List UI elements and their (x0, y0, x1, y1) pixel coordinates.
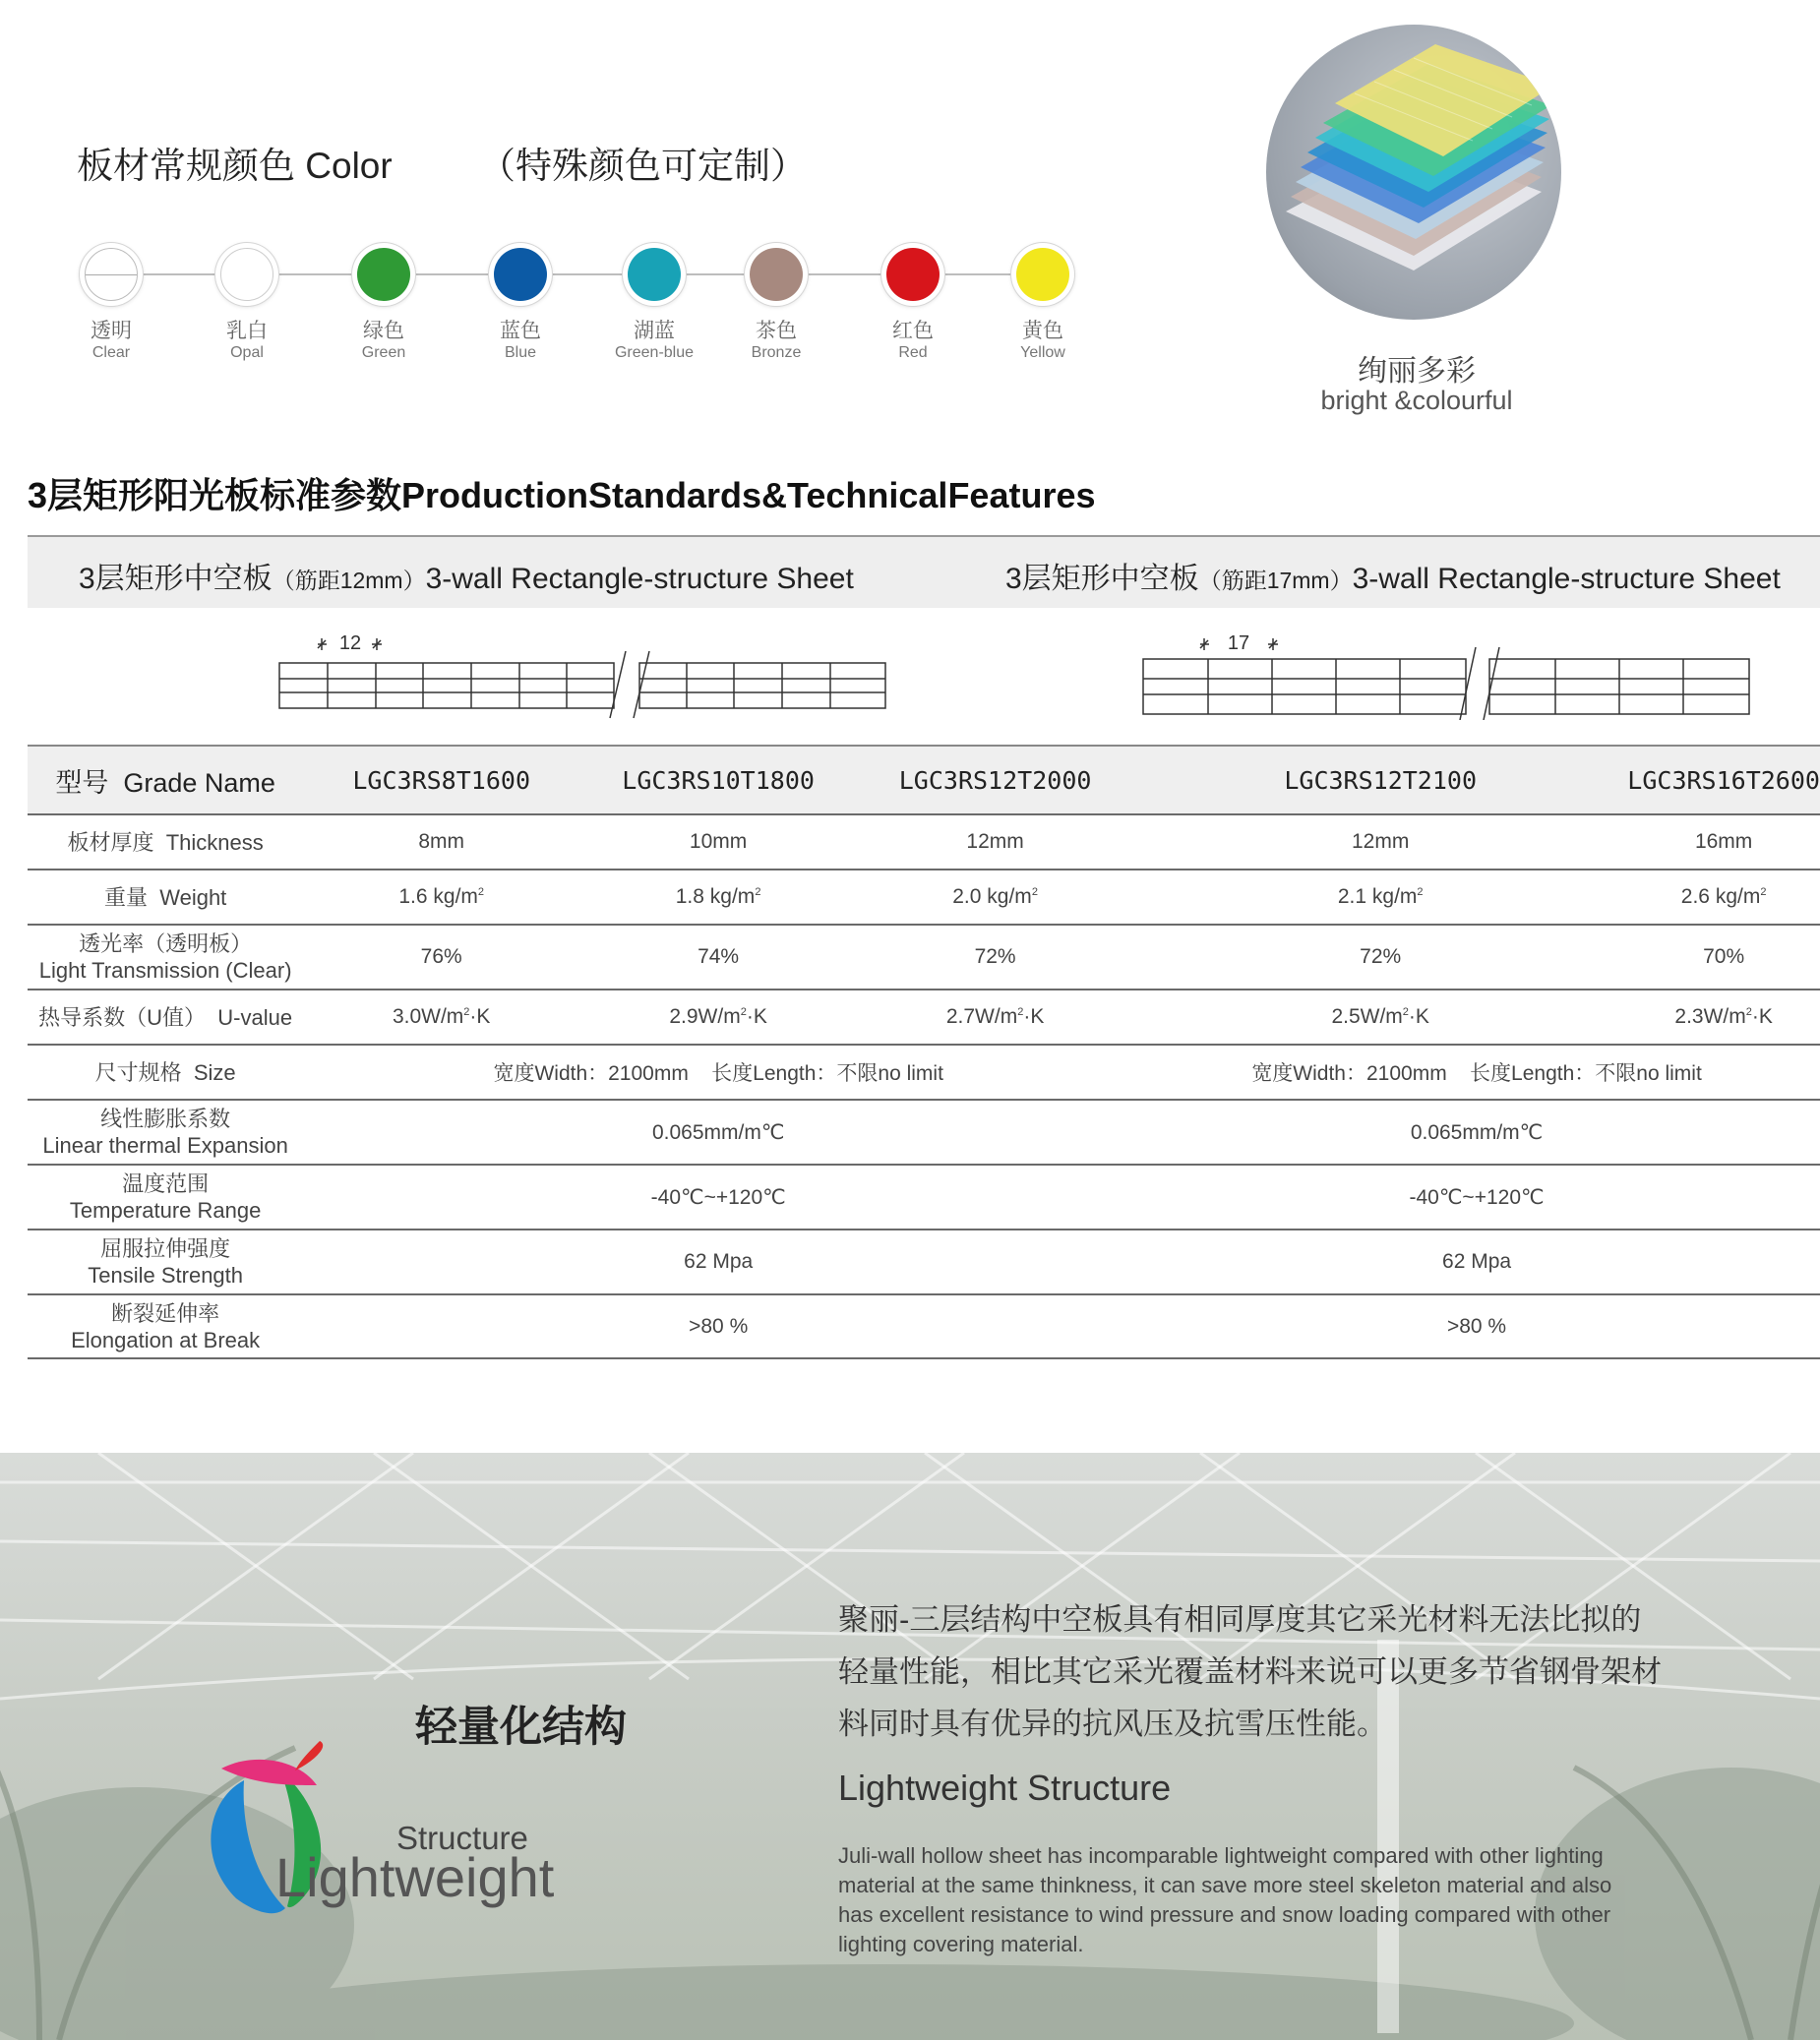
swatch-dot (494, 248, 547, 301)
feature-title-cn: 轻量化结构 (415, 1704, 627, 1751)
cell: 72% (857, 925, 1133, 990)
table-row (28, 925, 1820, 990)
swatch-dot (357, 248, 410, 301)
cell: 2.1 $kg/m^2$ (1133, 870, 1627, 925)
cell: $2.7W/m^2\cdot K$ (857, 990, 1133, 1045)
colorful-sheets-image (1266, 25, 1561, 320)
table-row (28, 1294, 1820, 1358)
elongation-label: 断裂延伸率 Elongation at Break (28, 1294, 303, 1358)
model-5: LGC3RS16T2600 (1627, 746, 1820, 814)
cell: 1.8 $kg/m^2$ (579, 870, 857, 925)
tensile-label: 屈服拉伸强度 Tensile Strength (28, 1230, 303, 1294)
thickness-label: 板材厚度 Thickness (28, 814, 303, 870)
cell: 0.065mm/m℃ (1133, 1100, 1820, 1165)
feature-text-en: Juli-wall hollow sheet has incomparable lightweight compared with other lighting material at the same thinkness, it can save more steel skeleton material and also has excellent resistance to wind pressure and snow loading compared with other lighting covering material. (838, 1843, 1612, 1956)
size-right: 宽度Width：2100mm 长度Length：不限no limit (1133, 1045, 1820, 1100)
uvalue-label: 热导系数（U值） U-value (28, 990, 303, 1045)
model-4: LGC3RS12T2100 (1133, 746, 1627, 814)
hero-caption-en: bright &colourful (1320, 386, 1513, 415)
cell: 12mm (1133, 814, 1627, 870)
cell: 76% (303, 925, 579, 990)
table-row (28, 870, 1820, 925)
swatch-dot (750, 248, 803, 301)
cell: 10mm (579, 814, 857, 870)
cell: >80 % (1133, 1294, 1820, 1358)
swatch-green-blue: 湖蓝 Green-blue (595, 243, 713, 363)
table-row (28, 1165, 1820, 1230)
swatch-dot (628, 248, 681, 301)
model-1: LGC3RS8T1600 (303, 746, 579, 814)
cell: >80 % (303, 1294, 1133, 1358)
weight-label: 重量 Weight (28, 870, 303, 925)
cell: 8mm (303, 814, 579, 870)
cell: 72% (1133, 925, 1627, 990)
right-structure-label: 3层矩形中空板（筋距17mm）3-wall Rectangle-structure Sheet (1005, 563, 1781, 595)
grade-name-label: 型号 Grade Name (28, 746, 303, 814)
transmission-label: 透光率（透明板） Light Transmission (Clear) (28, 925, 303, 990)
cell: $2.3W/m^2\cdot K$ (1627, 990, 1820, 1045)
cell: 16mm (1627, 814, 1820, 870)
cell: 62 Mpa (1133, 1230, 1820, 1294)
cell: 62 Mpa (303, 1230, 1133, 1294)
cell: 0.065mm/m℃ (303, 1100, 1133, 1165)
swatch-red: 红色 Red (854, 243, 972, 363)
cell: 12mm (857, 814, 1133, 870)
hero-caption-cn: 绚丽多彩 (1358, 355, 1476, 388)
size-left: 宽度Width：2100mm 长度Length：不限no limit (303, 1045, 1133, 1100)
left-structure-label: 3层矩形中空板（筋距12mm）3-wall Rectangle-structure Sheet (79, 563, 854, 595)
section-diagram-12mm (275, 626, 895, 720)
table-row (28, 990, 1820, 1045)
table-row (28, 1100, 1820, 1165)
feature-text-cn: 聚丽-三层结构中空板具有相同厚度其它采光材料无法比拟的轻量性能，相比其它采光覆盖材料来说可以更多节省钢骨架材料同时具有优异的抗风压及抗雪压性能。 (838, 1602, 1662, 1741)
feature-title-en: Lightweight Structure (838, 1768, 1172, 1808)
table-header-row (28, 746, 1820, 814)
swatch-yellow: 黄色 Yellow (984, 243, 1102, 363)
color-section-title: 板材常规颜色 Color (77, 146, 393, 186)
custom-color-note: （特殊颜色可定制） (479, 146, 807, 186)
model-2: LGC3RS10T1800 (579, 746, 857, 814)
cell: -40℃~+120℃ (1133, 1165, 1820, 1230)
expansion-label: 线性膨胀系数 Linear thermal Expansion (28, 1100, 303, 1165)
cell: 74% (579, 925, 857, 990)
logo-structure-text: Structure (396, 1820, 528, 1856)
cell: -40℃~+120℃ (303, 1165, 1133, 1230)
swatch-clear: 透明 Clear (52, 243, 170, 363)
swatch-green: 绿色 Green (325, 243, 443, 363)
swatch-dot (85, 248, 138, 301)
cell: $3.0W/m^2\cdot K$ (303, 990, 579, 1045)
table-row (28, 1045, 1820, 1100)
swatch-opal: 乳白 Opal (188, 243, 306, 363)
specs-table (28, 745, 1820, 1359)
section-dim-12: 12 (338, 632, 362, 654)
cell: $2.9W/m^2\cdot K$ (579, 990, 857, 1045)
swatch-bronze: 茶色 Bronze (717, 243, 835, 363)
logo-lightweight-text: Lightweight (275, 1846, 555, 1908)
specs-title: 3层矩形阳光板标准参数ProductionStandards&TechnicalFeatures (28, 475, 1096, 515)
cell: 2.0 $kg/m^2$ (857, 870, 1133, 925)
swatch-dot (1016, 248, 1069, 301)
cell: $2.5W/m^2\cdot K$ (1133, 990, 1627, 1045)
swatch-dot (220, 248, 273, 301)
swatch-blue: 蓝色 Blue (461, 243, 579, 363)
cell: 70% (1627, 925, 1820, 990)
swatch-dot (886, 248, 940, 301)
cell: 1.6 $kg/m^2$ (303, 870, 579, 925)
section-diagram-17mm (1139, 626, 1759, 720)
size-label: 尺寸规格 Size (28, 1045, 303, 1100)
model-3: LGC3RS12T2000 (857, 746, 1133, 814)
temperature-label: 温度范围 Temperature Range (28, 1165, 303, 1230)
table-row (28, 814, 1820, 870)
cell: 2.6 $kg/m^2$ (1627, 870, 1820, 925)
section-dim-17: 17 (1227, 632, 1250, 654)
table-row (28, 1230, 1820, 1294)
